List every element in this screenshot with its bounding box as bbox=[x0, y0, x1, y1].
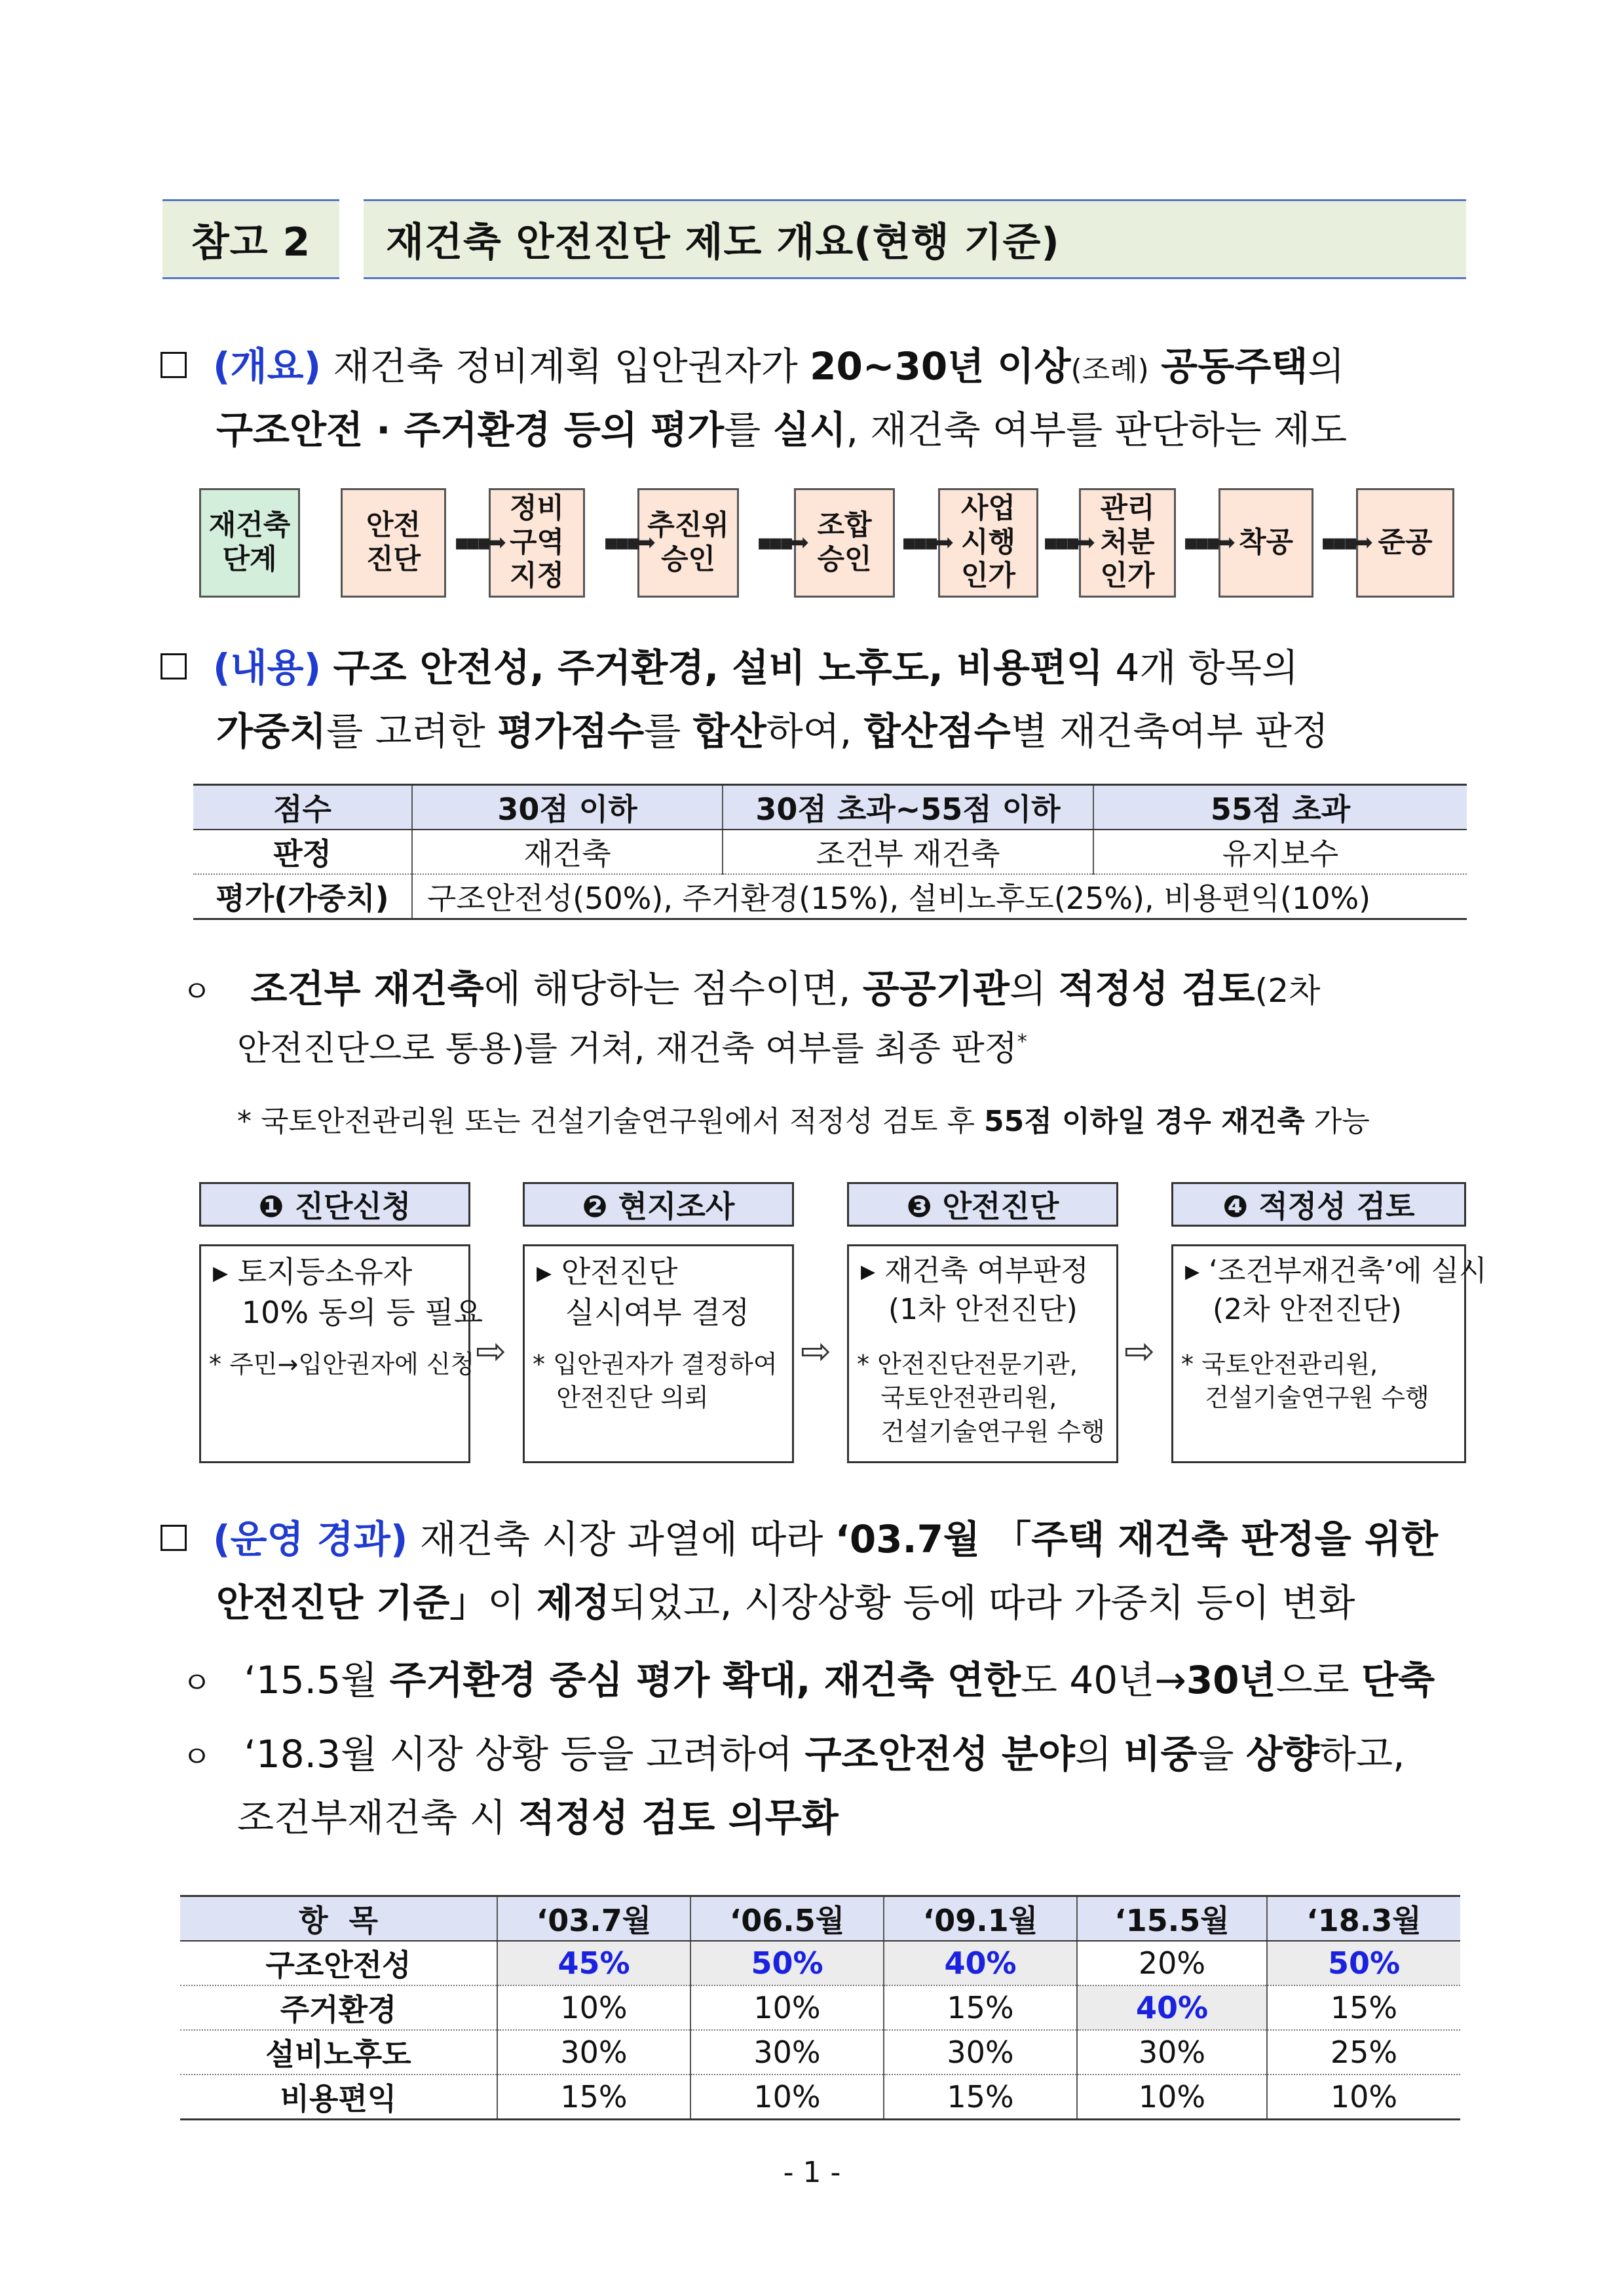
text: 안전진단으로 통용)를 거쳐, 재건축 여부를 최종 판정 bbox=[237, 1029, 1017, 1069]
table-cell: 구조안전성(50%), 주거환경(15%), 설비노후도(25%), 비용편익(10%) bbox=[412, 874, 1467, 919]
flow-arrow-icon: ▪▪▪➡ bbox=[901, 529, 950, 556]
text: 의 bbox=[1009, 966, 1046, 1011]
conditional-line-1 bbox=[182, 966, 1321, 1011]
checkbox-icon bbox=[161, 352, 187, 378]
flow-arrow-icon: ▪▪▪➡ bbox=[454, 529, 502, 556]
bullet-icon: ㅇ bbox=[182, 974, 212, 1009]
step-3-box bbox=[847, 1244, 1118, 1463]
text: 구조안전 · 주거환경 등의 평가 bbox=[216, 408, 725, 452]
step-arrow-icon: ⇨ bbox=[476, 1330, 506, 1373]
text: 이 bbox=[487, 1580, 525, 1625]
table-cell: 주거환경 bbox=[180, 1985, 497, 2030]
step-2-title: ❷ 현지조사 bbox=[523, 1182, 794, 1227]
table-cell: 조건부 재건축 bbox=[723, 830, 1093, 874]
text: 적정성 검토 bbox=[1058, 966, 1255, 1011]
text: 하여, bbox=[766, 709, 852, 754]
step-4-box bbox=[1171, 1244, 1487, 1463]
flow-arrow-icon: ▪▪▪➡ bbox=[1321, 529, 1369, 556]
table-row bbox=[180, 2030, 1460, 2075]
text: 30년 bbox=[1186, 1658, 1276, 1702]
table-header-cell: ‘09.1월 bbox=[884, 1896, 1077, 1942]
table-cell: 40% bbox=[884, 1941, 1077, 1985]
table-cell: 15% bbox=[884, 1985, 1077, 2030]
text: 평가점수 bbox=[497, 709, 645, 754]
table-header-cell: ‘18.3월 bbox=[1267, 1896, 1460, 1942]
table-cell: 45% bbox=[497, 1941, 690, 1985]
text: 으로 bbox=[1275, 1658, 1350, 1702]
table-header-cell: 30점 이하 bbox=[412, 785, 723, 830]
process-step: 사업 시행 인가 bbox=[938, 488, 1038, 598]
table-cell: 40% bbox=[1077, 1985, 1267, 2030]
conditional-note bbox=[237, 1107, 1370, 1136]
text: * 국토안전관리원 또는 건설기술연구원에서 적정성 검토 후 bbox=[237, 1105, 975, 1138]
table-header-cell: 30점 초과~55점 이하 bbox=[723, 785, 1093, 830]
text: 구조 안전성, 주거환경, 설비 노후도, 비용편익 bbox=[333, 645, 1104, 690]
table-cell: 10% bbox=[497, 1985, 690, 2030]
bullet-icon: ㅇ bbox=[182, 1739, 212, 1774]
table-cell: 10% bbox=[690, 1985, 884, 2030]
text: 공동주택 bbox=[1161, 344, 1308, 389]
weight-history-table bbox=[180, 1895, 1460, 2120]
process-step: 착공 bbox=[1218, 488, 1313, 598]
table-cell: 구조안전성 bbox=[180, 1941, 497, 1985]
text: 을 bbox=[1197, 1732, 1234, 1776]
process-stage-label: 재건축 단계 bbox=[199, 488, 300, 598]
table-cell: 15% bbox=[497, 2075, 690, 2120]
text: 조건부재건축 시 bbox=[237, 1795, 506, 1840]
text: (조례) bbox=[1070, 353, 1149, 387]
text: 재건축 정비계획 입안권자가 bbox=[333, 344, 798, 389]
text: 4개 항목의 bbox=[1115, 645, 1298, 690]
table-row bbox=[180, 1941, 1460, 1985]
table-cell: 재건축 bbox=[412, 830, 723, 874]
score-table bbox=[193, 784, 1467, 920]
step-2-box bbox=[523, 1244, 794, 1463]
history-label: (운영 경과) bbox=[213, 1517, 408, 1561]
checkbox-icon bbox=[161, 1525, 187, 1551]
text: 도 40년→ bbox=[1020, 1658, 1186, 1702]
history-bullet-2-line-2 bbox=[237, 1795, 839, 1840]
flow-arrow-icon: ▪▪▪➡ bbox=[1043, 529, 1091, 556]
bullet-icon: ㅇ bbox=[182, 1665, 212, 1700]
history-bullet-2 bbox=[182, 1732, 1405, 1776]
text: , 재건축 여부를 판단하는 제도 bbox=[846, 408, 1348, 452]
table-cell: 20% bbox=[1077, 1941, 1267, 1985]
table-header-cell: ‘06.5월 bbox=[690, 1896, 884, 1942]
step-main-text: ▸ 재건축 여부판정 (1차 안전진단) bbox=[861, 1254, 1089, 1327]
step-arrow-icon: ⇨ bbox=[801, 1330, 831, 1373]
table-cell: 유지보수 bbox=[1093, 830, 1467, 874]
text: 실시 bbox=[772, 408, 846, 452]
process-step: 정비 구역 지정 bbox=[489, 488, 585, 598]
page-number: - 1 - bbox=[783, 2156, 841, 2189]
table-row bbox=[193, 874, 1467, 919]
overview-line-2 bbox=[216, 408, 1348, 452]
text: 되었고, 시장상황 등에 따라 가중치 등이 변화 bbox=[609, 1580, 1355, 1625]
overview-label: (개요) bbox=[213, 344, 322, 389]
step-main-text: ▸ ‘조건부재건축’에 실시 (2차 안전진단) bbox=[1185, 1254, 1487, 1327]
text: 재건축 시장 과열에 따라 bbox=[419, 1517, 823, 1561]
step-arrow-icon: ⇨ bbox=[1124, 1330, 1155, 1373]
table-cell: 30% bbox=[690, 2030, 884, 2075]
content-label: (내용) bbox=[213, 645, 322, 690]
process-step: 안전 진단 bbox=[341, 488, 446, 598]
content-line-2 bbox=[216, 709, 1329, 754]
text: 의 bbox=[1308, 344, 1345, 389]
table-header-cell: 점수 bbox=[193, 785, 412, 830]
text: 55점 이하일 경우 재건축 bbox=[984, 1105, 1305, 1138]
table-cell: 비용편익 bbox=[180, 2075, 497, 2120]
table-cell: 10% bbox=[690, 2075, 884, 2120]
table-header-row bbox=[193, 785, 1467, 830]
step-4-title: ❹ 적정성 검토 bbox=[1171, 1182, 1466, 1227]
table-row bbox=[193, 830, 1467, 874]
checkbox-icon bbox=[161, 653, 187, 679]
table-cell: 50% bbox=[1267, 1941, 1460, 1985]
text: 구조안전성 분야 bbox=[804, 1732, 1075, 1776]
step-1-title: ❶ 진단신청 bbox=[199, 1182, 470, 1227]
table-cell: 30% bbox=[497, 2030, 690, 2075]
conditional-line-2 bbox=[237, 1029, 1027, 1069]
text: 적정성 검토 의무화 bbox=[518, 1795, 839, 1840]
table-cell: 10% bbox=[1077, 2075, 1267, 2120]
text: ‘15.5월 bbox=[244, 1658, 378, 1702]
text: 가중치 bbox=[216, 709, 327, 754]
flow-arrow-icon: ▪▪▪➡ bbox=[1183, 529, 1232, 556]
text: 를 bbox=[724, 408, 761, 452]
text: 제정 bbox=[536, 1580, 610, 1625]
step-note: * 입안권자가 결정하여 안전진단 의뢰 bbox=[533, 1350, 778, 1413]
process-step: 조합 승인 bbox=[794, 488, 895, 598]
text: 상향 bbox=[1245, 1732, 1319, 1776]
table-cell: 25% bbox=[1267, 2030, 1460, 2075]
text: 별 재건축여부 판정 bbox=[1010, 709, 1329, 754]
text: 단축 bbox=[1361, 1658, 1435, 1702]
table-cell: 30% bbox=[1077, 2030, 1267, 2075]
table-header-cell: ‘03.7월 bbox=[497, 1896, 690, 1942]
process-step: 추진위 승인 bbox=[637, 488, 739, 598]
table-row bbox=[180, 2075, 1460, 2120]
table-cell: 판정 bbox=[193, 830, 412, 874]
step-main-text: ▸ 안전진단 실시여부 결정 bbox=[537, 1254, 750, 1331]
table-cell: 10% bbox=[1267, 2075, 1460, 2120]
text: 합산 bbox=[692, 709, 766, 754]
text: 에 해당하는 점수이면, bbox=[483, 966, 851, 1011]
text: 20~30년 이상 bbox=[810, 344, 1071, 389]
table-cell: 평가(가중치) bbox=[193, 874, 412, 919]
step-note: * 안전진단전문기관, 국토안전관리원, 건설기술연구원 수행 bbox=[857, 1350, 1105, 1446]
history-bullet-1 bbox=[182, 1658, 1435, 1702]
step-main-text: ▸ 토지등소유자 10% 동의 등 필요 bbox=[213, 1254, 483, 1331]
step-1-box bbox=[199, 1244, 483, 1463]
page-title: 재건축 안전진단 제도 개요(현행 기준) bbox=[364, 199, 1466, 279]
text: ‘18.3월 시장 상황 등을 고려하여 bbox=[244, 1732, 793, 1776]
text: 의 bbox=[1074, 1732, 1112, 1776]
process-step: 관리 처분 인가 bbox=[1079, 488, 1176, 598]
text: 안전진단 기준」 bbox=[216, 1580, 488, 1625]
table-cell: 15% bbox=[1267, 1985, 1460, 2030]
text: 를 고려한 bbox=[326, 709, 485, 754]
table-header-cell: ‘15.5월 bbox=[1077, 1896, 1267, 1942]
text: (2차 bbox=[1255, 972, 1321, 1010]
step-3-title: ❸ 안전진단 bbox=[847, 1182, 1118, 1227]
history-line-2 bbox=[216, 1580, 1355, 1625]
content-line-1 bbox=[161, 645, 1298, 690]
text: ‘03.7월 「주택 재건축 판정을 위한 bbox=[835, 1517, 1439, 1561]
table-cell: 30% bbox=[884, 2030, 1077, 2075]
table-header-cell: 항 목 bbox=[180, 1896, 497, 1942]
table-cell: 50% bbox=[690, 1941, 884, 1985]
footnote-mark: * bbox=[1017, 1030, 1027, 1054]
text: 주거환경 중심 평가 확대, 재건축 연한 bbox=[389, 1658, 1021, 1702]
text: 조건부 재건축 bbox=[250, 966, 484, 1011]
text: 하고, bbox=[1319, 1732, 1405, 1776]
process-step: 준공 bbox=[1356, 488, 1454, 598]
table-header-row bbox=[180, 1896, 1460, 1942]
flow-arrow-icon: ▪▪▪➡ bbox=[757, 529, 805, 556]
text: 공공기관 bbox=[862, 966, 1010, 1011]
flow-arrow-icon: ▪▪▪➡ bbox=[603, 529, 652, 556]
text: 가능 bbox=[1313, 1105, 1370, 1138]
text: 를 bbox=[644, 709, 681, 754]
step-note: * 국토안전관리원, 건설기술연구원 수행 bbox=[1181, 1350, 1429, 1413]
text: 비중 bbox=[1124, 1732, 1198, 1776]
table-cell: 설비노후도 bbox=[180, 2030, 497, 2075]
table-header-cell: 55점 초과 bbox=[1093, 785, 1467, 830]
history-line-1 bbox=[161, 1517, 1439, 1561]
text: 합산점수 bbox=[863, 709, 1011, 754]
table-cell: 15% bbox=[884, 2075, 1077, 2120]
step-note: * 주민→입안권자에 신청 bbox=[209, 1350, 475, 1379]
table-row bbox=[180, 1985, 1460, 2030]
overview-line-1 bbox=[161, 344, 1345, 389]
reference-label: 참고 2 bbox=[162, 199, 339, 279]
